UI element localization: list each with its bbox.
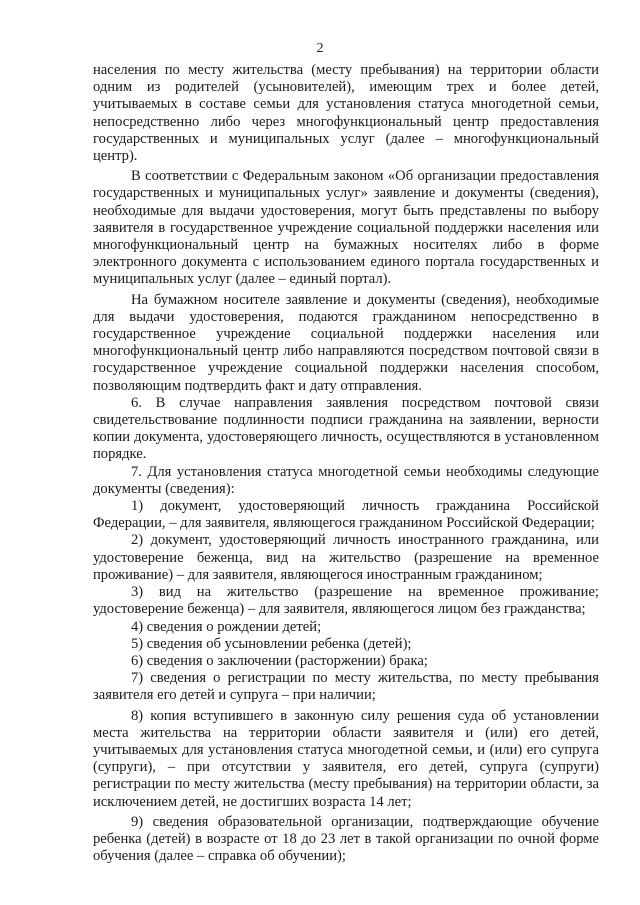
list-item-4: 4) сведения о рождении детей; [131, 618, 322, 635]
list-item-7: 7) сведения о регистрации по месту жительства, по месту пребывания заявителя его детей и супруга – при наличии; [93, 670, 599, 704]
list-item-5: 5) сведения об усыновлении ребенка (детей); [131, 635, 412, 652]
document-body [93, 62, 599, 865]
list-item-8: 8) копия вступившего в законную силу решения суда об установлении места жительства на территории области заявителя и (или) его детей, учитываемых для установления статуса многодетной семьи, и (или) его супруга (супруги), – при отсутствии у заявителя, его детей, супруга (супруги) регистрации по месту жительства (месту пребывания) на территории области, за исключением детей, не достигших возраста 14 лет; [93, 707, 599, 810]
list-item-9: 9) сведения образовательной организации, подтверждающие обучение ребенка (детей) в возрасте от 18 до 23 лет в такой организации по очной форме обучения (далее – справка об обучении); [93, 813, 599, 865]
list-item-6: 6) сведения о заключении (расторжении) брака; [131, 652, 428, 669]
paragraph-item-7: 7. Для установления статуса многодетной семьи необходимы следующие документы (сведения): [93, 463, 599, 497]
page-number: 2 [316, 41, 324, 56]
paragraph-federal-law: В соответствии с Федеральным законом «Об организации предоставления государственных и муниципальных услуг» заявление и документы (сведения), необходимые для выдачи удостоверения, могут быть представлены по выбору заявителя в государственное учреждение социальной поддержки населения или многофункциональный центр на бумажных носителях либо в форме электронного документа с использованием единого портала государственных и муниципальных услуг (далее – единый портал). [93, 168, 599, 288]
list-item-3: 3) вид на жительство (разрешение на временное проживание; удостоверение беженца) – для заявителя, являющегося лицом без гражданства; [93, 584, 599, 618]
paragraph-continuation: населения по месту жительства (месту пребывания) на территории области одним из родителей (усыновителей), имеющим трех и более детей, учитываемых в составе семьи для установления статуса многодетной семьи, непосредственно либо через многофункциональный центр предоставления государственных и муниципальных услуг (далее – многофункциональный центр). [93, 62, 599, 165]
list-item-1: 1) документ, удостоверяющий личность гражданина Российской Федерации, – для заявителя, являющегося гражданином Российской Федерации; [93, 498, 599, 532]
list-item-2: 2) документ, удостоверяющий личность иностранного гражданина, или удостоверение беженца, вид на жительство (разрешение на временное проживание) – для заявителя, являющегося иностранным гражданином; [93, 532, 599, 583]
paragraph-paper-submission: На бумажном носителе заявление и документы (сведения), необходимые для выдачи удостоверения, подаются гражданином непосредственно в государственное учреждение социальной поддержки населения или многофункциональный центр либо направляются посредством почтовой связи в государственное учреждение социальной поддержки населения способом, позволяющим подтвердить факт и дату отправления. [93, 291, 599, 394]
paragraph-item-6: 6. В случае направления заявления посредством почтовой связи свидетельствование подлинности подписи гражданина на заявлении, верности копии документа, удостоверяющего личность, осуществляются в установленном порядке. [93, 394, 599, 463]
